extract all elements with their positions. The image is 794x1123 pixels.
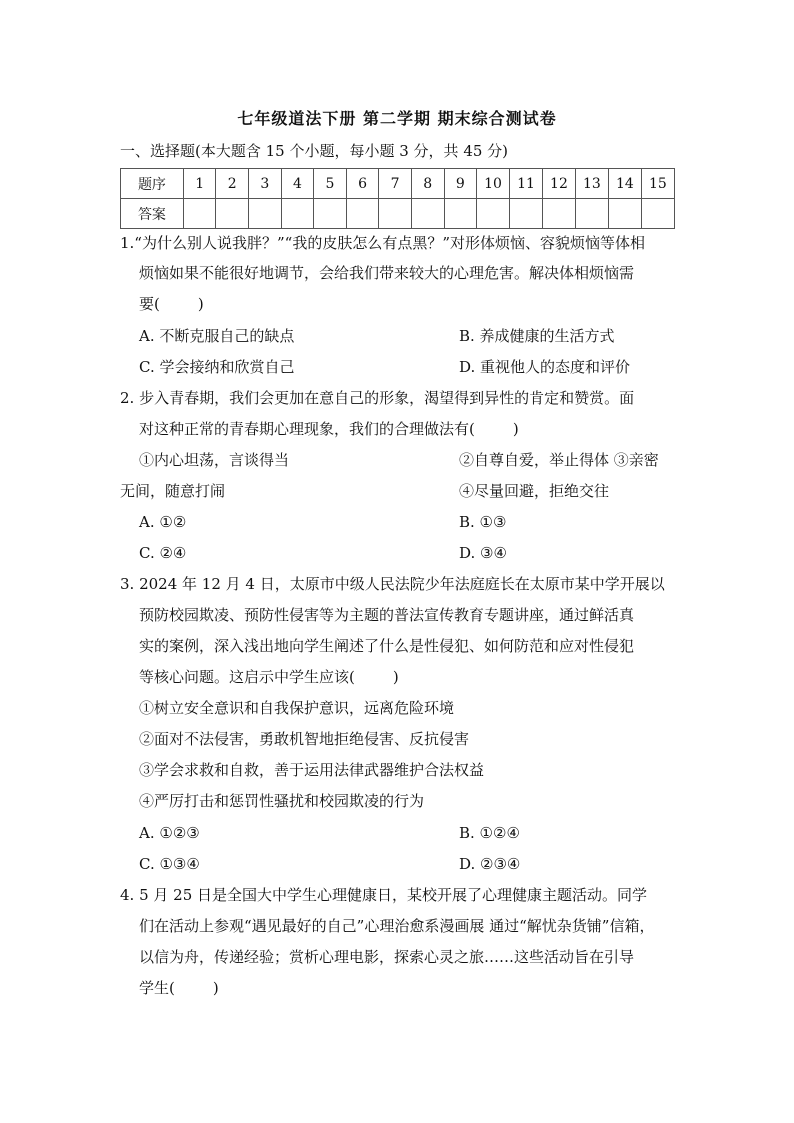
question-1-line: 1.“为什么别人说我胖？”“我的皮肤怎么有点黑？”对形体烦恼、容貌烦恼等体相 [120,234,645,252]
answer-cell[interactable] [379,199,412,229]
question-3-line: 实的案例，深入浅出地向学生阐述了什么是性侵犯、如何防范和应对性侵犯 [139,637,635,655]
answer-cell[interactable] [216,199,249,229]
answer-cell[interactable] [314,199,347,229]
answer-cell[interactable] [477,199,510,229]
question-4-line [139,978,219,998]
question-1-paren-close: ) [197,295,204,313]
table-number-cell: 7 [379,169,412,199]
question-3-option-c: C. ①③④ [139,855,200,873]
answer-table [120,168,675,229]
table-number-cell: 5 [314,169,347,199]
question-3-paren-close: ) [392,668,399,686]
question-3-option-a: A. ①②③ [139,824,200,842]
question-1-line [139,294,204,314]
question-4-paren-close: ) [212,979,219,997]
answer-cell[interactable] [641,199,674,229]
question-3-line [139,667,399,687]
question-3-statement-4: ④严厉打击和惩罚性骚扰和校园欺凌的行为 [139,792,425,810]
answer-cell[interactable] [346,199,379,229]
answer-cell[interactable] [542,199,575,229]
answer-cell[interactable] [411,199,444,229]
question-4-line: 以信为舟，传递经验；赏析心理电影，探索心灵之旅……这些活动旨在引导 [139,948,635,966]
section-heading: 一、选择题(本大题含 15 个小题，每小题 3 分，共 45 分) [120,142,509,160]
question-1-line: 烦恼如果不能很好地调节，会给我们带来较大的心理危害。解决体相烦恼需 [139,264,635,282]
question-2-option-d: D. ③④ [459,544,507,562]
answer-cell[interactable] [510,199,543,229]
question-1-option-b: B. 养成健康的生活方式 [459,327,615,345]
question-3-line: 预防校园欺凌、预防性侵害等为主题的普法宣传教育专题讲座，通过鲜活真 [139,606,635,624]
answer-cell[interactable] [249,199,282,229]
answer-cell[interactable] [575,199,608,229]
question-4-stem-end: 学生( [139,979,175,997]
question-2-paren-close: ) [512,420,519,438]
exam-title: 七年级道法下册 第二学期 期末综合测试卷 [237,109,557,128]
table-number-cell: 4 [281,169,314,199]
answer-cell[interactable] [183,199,216,229]
table-number-cell: 15 [641,169,674,199]
table-row-answers [121,199,675,229]
table-number-cell: 6 [346,169,379,199]
question-2-line [139,419,519,439]
table-row-numbers [121,169,675,199]
question-3-statement-1: ①树立安全意识和自我保护意识，远离危险环境 [139,699,455,717]
question-4-line: 4. 5 月 25 日是全国大中学生心理健康日，某校开展了心理健康主题活动。同学 [120,886,648,904]
question-2-statement-1: ①内心坦荡，言谈得当 [139,451,290,469]
table-header-cell: 题序 [121,169,184,199]
question-3-option-d: D. ②③④ [459,855,521,873]
table-number-cell: 9 [444,169,477,199]
table-number-cell: 14 [608,169,641,199]
table-number-cell: 1 [183,169,216,199]
question-3-statement-2: ②面对不法侵害，勇敢机智地拒绝侵害、反抗侵害 [139,730,470,748]
question-2-statement-4: ④尽量回避，拒绝交往 [459,482,610,500]
question-3-option-b: B. ①②④ [459,824,520,842]
question-1-option-c: C. 学会接纳和欣赏自己 [139,358,295,376]
table-number-cell: 12 [542,169,575,199]
question-2-statement-2-3: ②自尊自爱，举止得体 ③亲密 [459,451,659,469]
question-2-option-a: A. ①② [139,513,187,531]
table-number-cell: 10 [477,169,510,199]
table-number-cell: 13 [575,169,608,199]
answer-cell[interactable] [281,199,314,229]
question-2-line: 2. 步入青春期，我们会更加在意自己的形象，渴望得到异性的肯定和赞赏。面 [120,389,635,407]
table-header-cell: 答案 [121,199,184,229]
question-2-stem-end: 对这种正常的青春期心理现象，我们的合理做法有( [139,420,475,438]
question-3-line: 3. 2024 年 12 月 4 日，太原市中级人民法院少年法庭庭长在太原市某中学开展以 [120,575,665,593]
answer-cell[interactable] [444,199,477,229]
question-1-option-d: D. 重视他人的态度和评价 [459,358,631,376]
table-number-cell: 11 [510,169,543,199]
question-1-option-a: A. 不断克服自己的缺点 [139,327,295,345]
table-number-cell: 8 [411,169,444,199]
question-3-statement-3: ③学会求救和自救，善于运用法律武器维护合法权益 [139,761,485,779]
question-3-stem-end: 等核心问题。这启示中学生应该( [139,668,355,686]
table-number-cell: 3 [249,169,282,199]
question-2-option-c: C. ②④ [139,544,187,562]
question-2-option-b: B. ①③ [459,513,507,531]
question-2-statement-3-cont: 无间，随意打闹 [120,482,226,500]
question-4-line: 们在活动上参观“遇见最好的自己”心理治愈系漫画展 通过“解忧杂货铺”信箱， [139,917,655,935]
question-1-stem-end: 要( [139,295,160,313]
answer-cell[interactable] [608,199,641,229]
table-number-cell: 2 [216,169,249,199]
